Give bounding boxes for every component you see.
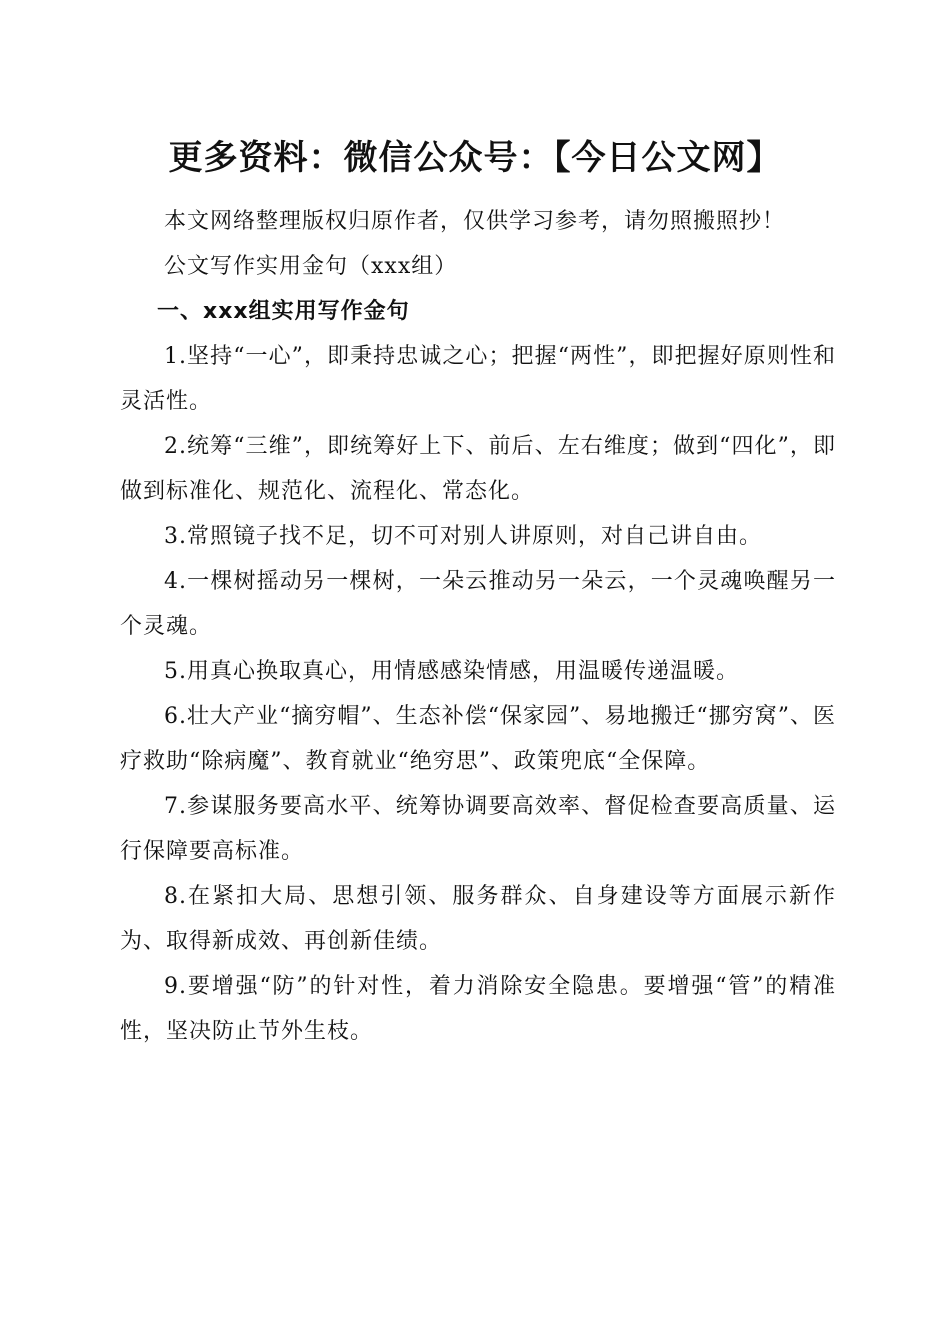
list-item: 5.用真心换取真心，用情感感染情感，用温暖传递温暖。	[164, 659, 739, 684]
list-item: 1.坚持“一心”，即秉持忠诚之心；把握“两性”，即把握好原则性和灵活性。	[120, 344, 836, 414]
list-item: 9.要增强“防”的针对性，着力消除安全隐患。要增强“管”的精准性，坚决防止节外生枝。	[120, 974, 836, 1044]
copyright-notice: 本文网络整理版权归原作者，仅供学习参考，请勿照搬照抄！	[164, 209, 786, 234]
document-subtitle: 公文写作实用金句（xxx组）	[164, 254, 458, 279]
document-title: 更多资料：微信公众号：【今日公文网】	[168, 138, 782, 178]
list-item: 8.在紧扣大局、思想引领、服务群众、自身建设等方面展示新作为、取得新成效、再创新佳绩。	[120, 884, 836, 954]
list-item: 2.统筹“三维”，即统筹好上下、前后、左右维度；做到“四化”，即做到标准化、规范化、流程化、常态化。	[120, 434, 836, 504]
list-item: 4.一棵树摇动另一棵树，一朵云推动另一朵云，一个灵魂唤醒另一个灵魂。	[120, 569, 836, 639]
list-item: 6.壮大产业“摘穷帽”、生态补偿“保家园”、易地搬迁“挪穷窝”、医疗救助“除病魔”、教育就业“绝穷思”、政策兜底“全保障。	[120, 704, 836, 774]
section-heading: 一、xxx组实用写作金句	[157, 299, 410, 324]
document-body	[120, 199, 836, 1054]
list-item: 7.参谋服务要高水平、统筹协调要高效率、督促检查要高质量、运行保障要高标准。	[120, 794, 836, 864]
list-item: 3.常照镜子找不足，切不可对别人讲原则，对自己讲自由。	[164, 524, 762, 549]
